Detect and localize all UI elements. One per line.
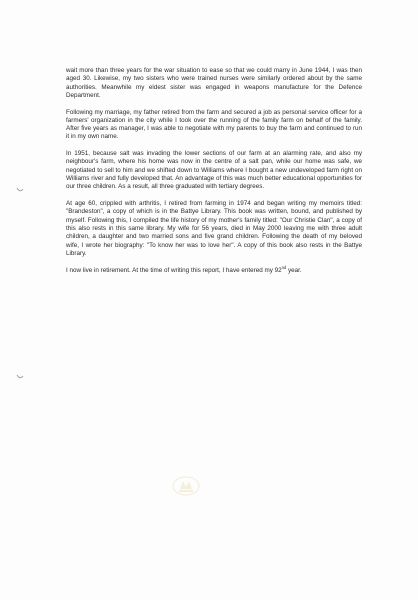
paragraph-move-to-williams: In 1951, because salt was invading the lower sections of our farm at an alarming rate, and also my neighbour's farm, where his home was now in the centre of a salt pan, while our home was safe, we negotiated to sell to him and we shifted down to Williams where I bought a new undeveloped farm right on Williams river and fully developed that. An advantage of this was much better educational opportunities for our three children. As a result, all three graduated with tertiary degrees. — [66, 150, 362, 191]
ordinal-suffix: nd — [281, 264, 287, 270]
paragraph-retirement-writing: At age 60, crippled with arthritis, I retired from farming in 1974 and began writing my memoirs titled: "Brandeston", a copy of which is in the Battye Library. This book was written, bound, and published by myself. Following this, I compiled the life history of my mother's family titled: "Our Christie Clan", a copy of this also rests in this same library. My wife for 56 years, died in May 2000 leaving me with three adult children, a daughter and two married sons and five grand children. Following the death of my beloved wife, I wrote her biography: "To know her was to love her". A copy of this book also rests in the Battye Library. — [66, 200, 362, 257]
body-text — [66, 67, 362, 283]
crest-watermark-icon — [171, 475, 201, 497]
paragraph-war-marriage: wait more than three years for the war situation to ease so that we could marry in June 1944, I was then aged 30. Likewise, my two sisters who were trained nurses were similarly ordered about by the same authorities. Meanwhile my eldest sister was engaged in weapons manufacture for the Defence Department. — [66, 67, 362, 99]
binder-hole-mark-icon — [16, 374, 24, 380]
paragraph-farm-takeover: Following my marriage, my father retired from the farm and secured a job as personal service officer for a farmers' organization in the city while I took over the running of the family farm on behalf of the family. After five years as manager, I was able to negotiate with my parents to buy the farm and continued to run it in my own name. — [66, 108, 362, 141]
binder-hole-mark-icon — [16, 187, 24, 193]
closing-text: I now live in retirement. At the time of writing this report, I have entered my 92 — [66, 266, 282, 274]
closing-text-end: year. — [286, 266, 302, 274]
paragraph-closing — [66, 264, 362, 275]
